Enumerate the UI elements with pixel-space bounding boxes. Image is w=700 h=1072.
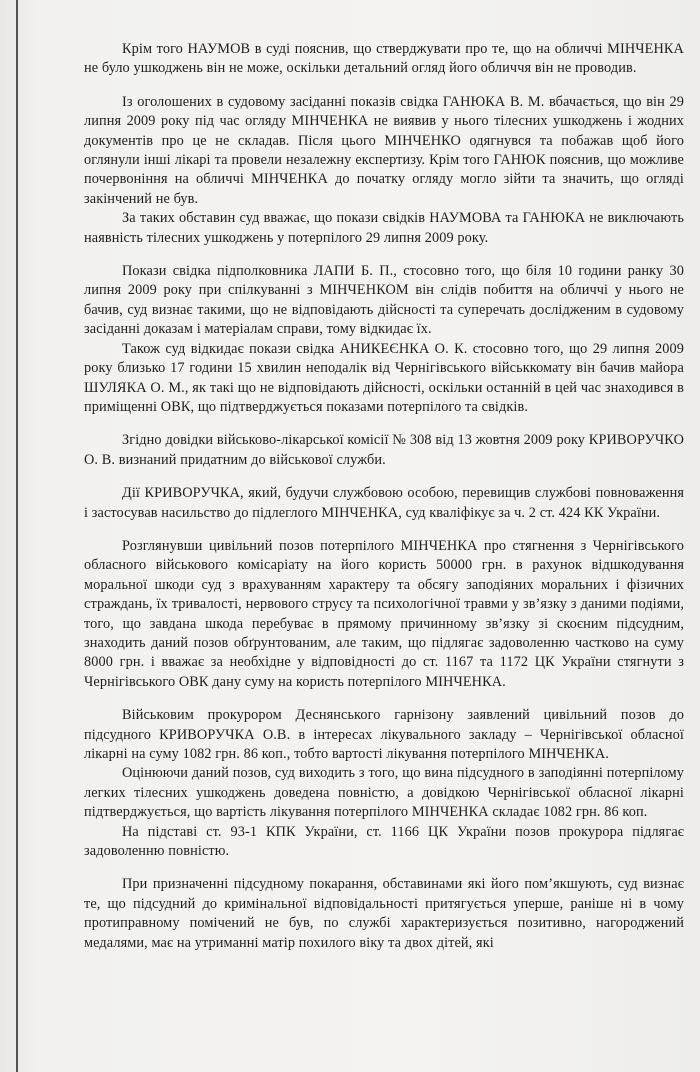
paragraph-qualification: Дії КРИВОРУЧКА, який, будучи службовою особою, перевищив службові повноваження і застосував насильство до підлеглого МІНЧЕНКА, суд кваліфікує за ч. 2 ст. 424 КК України. [84,485,684,521]
document-body [84,40,684,953]
paragraph-ganyuk-testimony: Із оголошених в судовому засіданні показів свідка ГАНЮКА В. М. вбачається, що він 29 липня 2009 року під час огляду МІНЧЕНКА не виявив у нього тілесних ушкоджень і жодних документів про це не складав. Після цього МІНЧЕНКО одягнувся та побажав щоб його оглянули інші лікарі та провели незалежну експертизу. Крім того ГАНЮК пояснив, що можливе почервоніння на обличчі МІНЧЕНКА до початку огляду могло зійти та значить, що огляді закінчений не був. [84,93,684,207]
paragraph-medical-commission: Згідно довідки військово-лікарської комісії № 308 від 13 жовтня 2009 року КРИВОРУЧКО О. В. визнаний придатним до військової служби. [84,432,684,468]
paragraph-anykeyenko-testimony: Також суд відкидає покази свідка АНИКЕЄНКА О. К. стосовно того, що 29 липня 2009 року близько 17 години 15 хвилин неподалік від Чернігівського військкомату він бачив майора ШУЛЯКА О. М., як такі що не відповідають дійсності, оскільки останній в цей час знаходився в приміщенні ОВК, що підтверджується показами потерпілого та свідків. [84,340,684,415]
paragraph-claim-basis: На підставі ст. 93-1 КПК України, ст. 1166 ЦК України позов прокурора підлягає задоволенню повністю. [84,823,684,860]
paragraph-court-conclusion: За таких обставин суд вважає, що покази свідків НАУМОВА та ГАНЮКА не виключають наявність тілесних ушкоджень у потерпілого 29 липня 2009 року. [84,210,684,246]
page-margin-line [16,0,18,1072]
paragraph-sentencing: При призначенні підсудному покарання, обставинами які його пом’якшують, суд визнає те, що підсудний до кримінальної відповідальності притягується уперше, раніше ні в чому протиправному помічений не був, по службі характеризується позитивно, нагороджений медалями, має на утриманні матір похилого віку та двох дітей, які [84,876,684,951]
paragraph-naumov-explanation: Крім того НАУМОВ в суді пояснив, що стверджувати про те, що на обличчі МІНЧЕНКА не було ушкоджень він не може, оскільки детальний огляд його обличчя він не проводив. [84,41,684,77]
paragraph-civil-claim-moral: Розглянувши цивільний позов потерпілого МІНЧЕНКА про стягнення з Чернігівського обласного військового комісаріату на його користь 50000 грн. в рахунок відшкодування моральної шкоди суд з врахуванням характеру та обсягу заподіяних моральних і фізичних страждань, їх тривалості, нервового струсу та психологічної травми у зв’язку з даними подіями, того, що завдана шкода перебуває в прямому причинному зв’язку зі скоєним підсудним, знаходить даний позов обґрунтованим, але таким, що підлягає задоволенню частково на суму 8000 грн. і вважає за необхідне у відповідності до ст. 1167 та 1172 ЦК України стягнути з Чернігівського ОВК дану суму на користь потерпілого МІНЧЕНКА. [84,537,684,690]
paragraph-claim-assessment: Оцінюючи даний позов, суд виходить з того, що вина підсудного в заподіянні потерпілому легких тілесних ушкоджень доведена повністю, а довідкою Чернігівської обласної лікарні підтверджується, що вартість лікування потерпілого МІНЧЕНКА складає 1082 грн. 86 коп. [84,765,684,821]
paragraph-prosecutor-claim: Військовим прокурором Деснянського гарнізону заявлений цивільний позов до підсудного КРИВОРУЧКА О.В. в інтересах лікувального закладу – Чернігівської обласної лікарні на суму 1082 грн. 86 коп., тобто вартості лікування потерпілого МІНЧЕНКА. [84,707,684,762]
paragraph-lapa-testimony: Покази свідка підполковника ЛАПИ Б. П., стосовно того, що біля 10 години ранку 30 липня 2009 року при спілкуванні з МІНЧЕНКОМ він слідів побиття на обличчі у нього не бачив, суд визнає такими, що не відповідають дійсності та суперечать дослідженим в судовому засіданні доказам і матеріалам справи, тому відкидає їх. [84,263,684,338]
